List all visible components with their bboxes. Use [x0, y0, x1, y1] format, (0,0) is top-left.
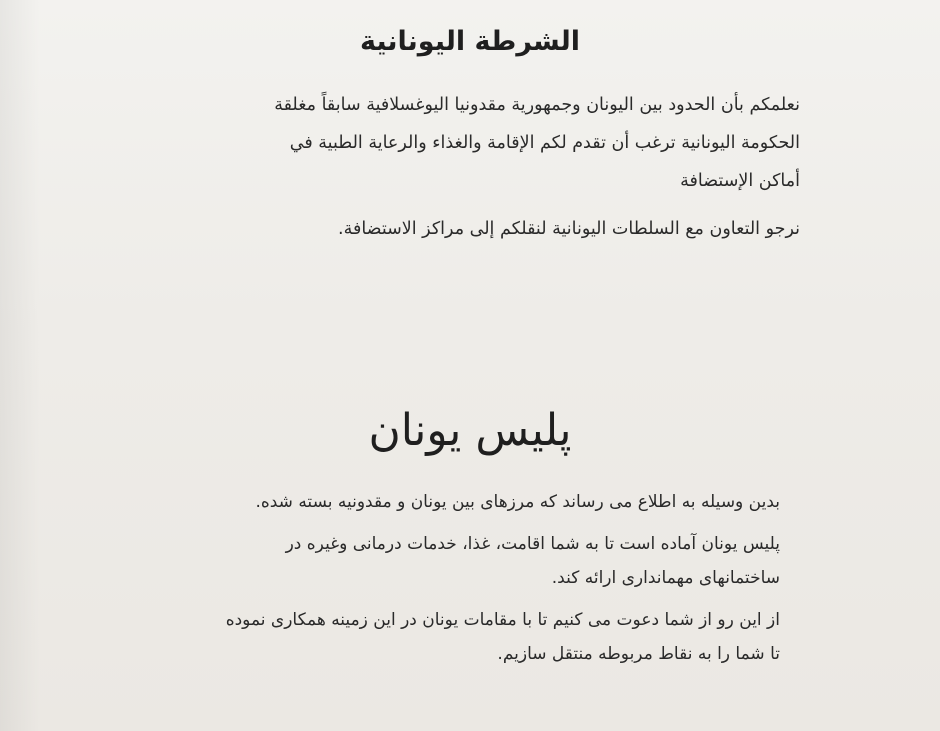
- arabic-title: الشرطة اليونانية: [359, 26, 581, 57]
- persian-notice: [120, 485, 780, 671]
- arabic-notice: [160, 86, 800, 248]
- paragraph-gap: [120, 595, 780, 603]
- paragraph-gap: [160, 200, 800, 210]
- persian-line-2: پلیس یونان آماده است تا به شما اقامت، غذا، خدمات درمانی وغیره در: [285, 534, 780, 554]
- arabic-line-3: أماكن الإستضافة: [680, 171, 800, 191]
- paragraph-gap: [120, 519, 780, 527]
- persian-line-4: از این رو از شما دعوت می کنیم تا با مقامات یونان در این زمینه همکاری نموده: [225, 610, 780, 630]
- arabic-line-4: نرجو التعاون مع السلطات اليونانية لنقلكم إلى مراكز الاستضافة.: [338, 219, 800, 239]
- arabic-line-2: الحكومة اليونانية ترغب أن تقدم لكم الإقامة والغذاء والرعاية الطبية في: [289, 133, 800, 153]
- persian-line-3: ساختمانهای مهمانداری ارائه کند.: [551, 568, 780, 588]
- persian-line-1: بدین وسیله به اطلاع می رساند که مرزهای بین یونان و مقدونیه بسته شده.: [255, 492, 780, 512]
- page-shadow: [0, 0, 40, 731]
- persian-line-5: تا شما را به نقاط مربوطه منتقل سازیم.: [497, 644, 780, 664]
- persian-title: پلیس یونان: [368, 405, 572, 456]
- arabic-line-1: نعلمكم بأن الحدود بين اليونان وجمهورية مقدونيا اليوغسلافية سابقاً مغلقة: [274, 95, 800, 115]
